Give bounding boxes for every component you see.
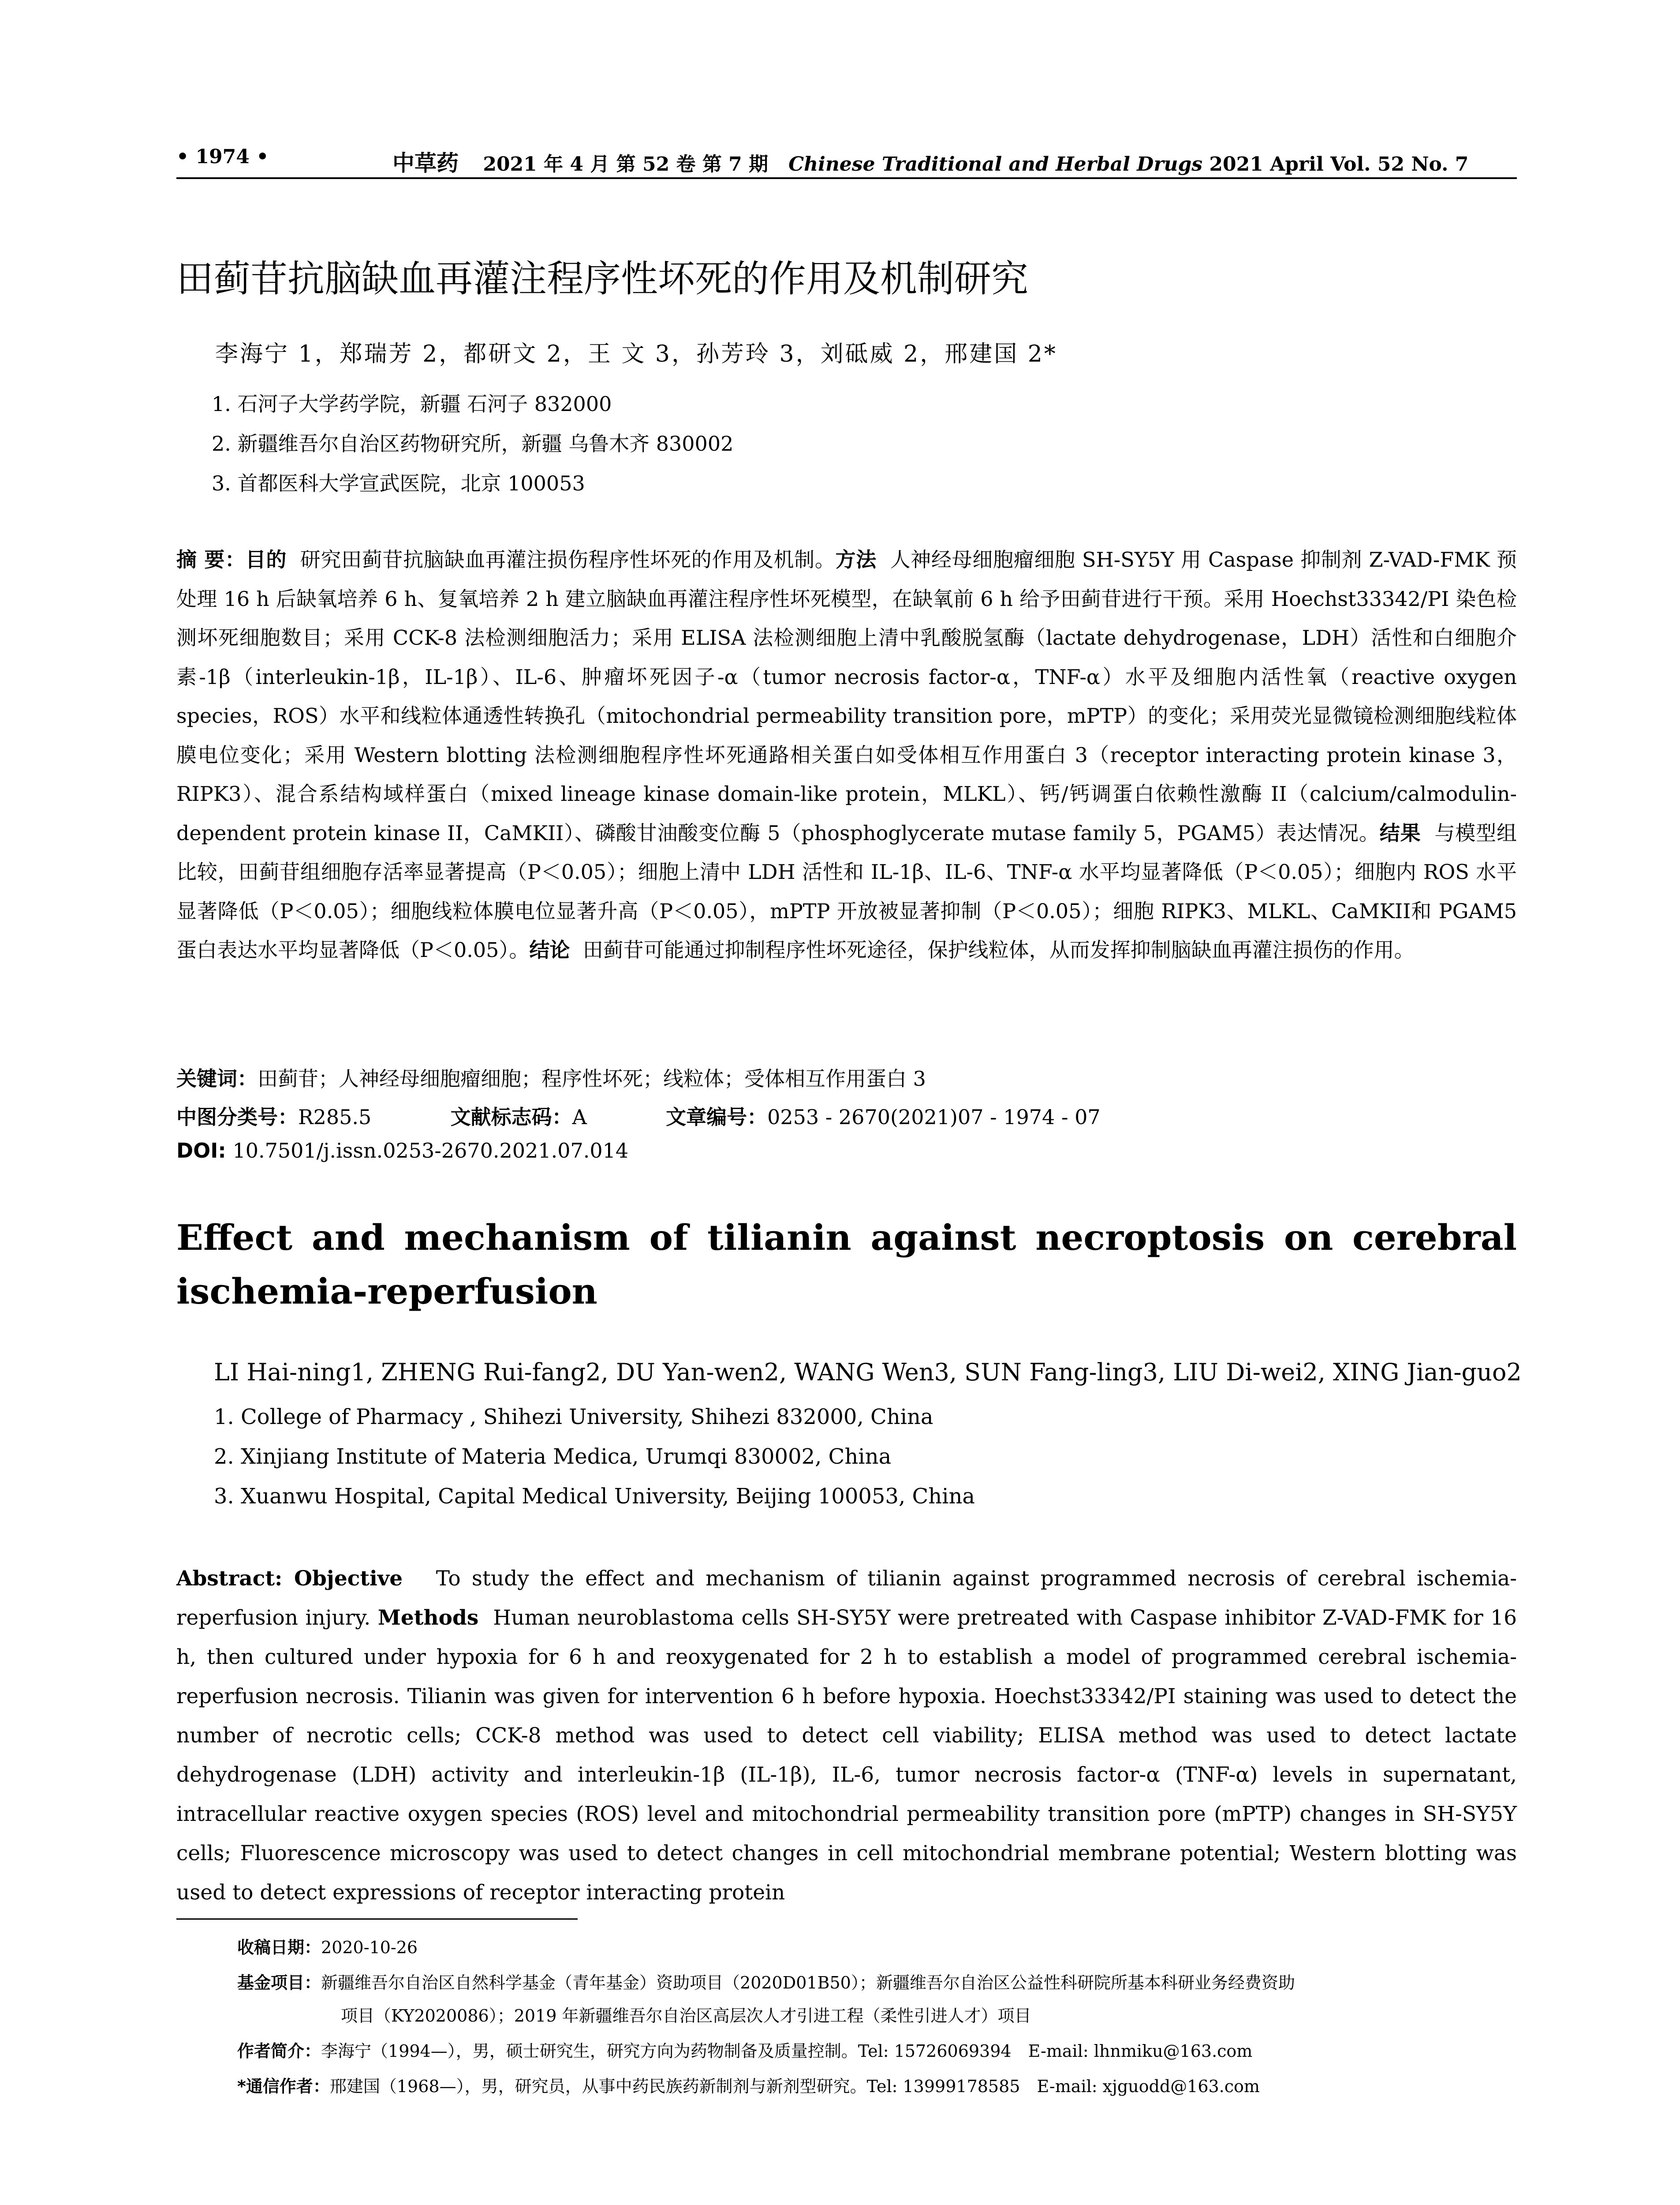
abstract-cn (176, 540, 1517, 970)
footnote-rule (176, 1918, 578, 1920)
methods-en: Human neuroblastoma cells SH-SY5Y were pretreated with Caspase inhibitor Z-VAD-FMK for 16 h, then cultured under hypoxia for 6 h and reoxygenated for 2 h to establish a model of programmed cerebral ischemia-reperfusion necrosis. Tilianin was given for intervention 6 h before hypoxia. Hoechst33342/PI staining was used to detect the number of necrotic cells; CCK-8 method was used to detect cell viability; ELISA method was used to detect lactate dehydrogenase (LDH) activity and interleukin-1β (IL-1β), IL-6, tumor necrosis factor-α (TNF-α) levels in supernatant, intracellular reactive oxygen species (ROS) level and mitochondrial permeability transition pore (mPTP) changes in SH-SY5Y cells; Fluorescence microscopy was used to detect changes in cell mitochondrial membrane potential; Western blotting was used to detect expressions of receptor interacting protein (176, 1606, 1517, 1905)
keywords-label: 关键词： (176, 1067, 258, 1091)
author-bio: 李海宁（1994—），男，硕士研究生，研究方向为药物制备及质量控制。Tel: 15726069394 E-mail: lhnmiku@163.com (321, 2041, 1253, 2061)
footnote-author (237, 2037, 1252, 2062)
abstract-en (176, 1559, 1517, 1912)
issue-cn: 2021 年 4 月 第 52 卷 第 7 期 (483, 153, 769, 176)
page-number: • 1974 • (176, 146, 269, 168)
fund-text-1: 新疆维吾尔自治区自然科学基金（青年基金）资助项目（2020D01B50）；新疆维吾尔自治区公益性科研院所基本科研业务经费资助 (321, 1973, 1295, 1992)
journal-name-cn: 中草药 (392, 150, 459, 176)
abstract-cn-label: 摘 要： (176, 548, 246, 572)
title-en: Effect and mechanism of tilianin against necroptosis on cerebral ischemia-reperfusion (176, 1217, 1517, 1312)
classification-line (176, 1101, 1101, 1130)
methods-cn: 人神经母细胞瘤细胞 SH-SY5Y 用 Caspase 抑制剂 Z-VAD-FMK 预处理 16 h 后缺氧培养 6 h、复氧培养 2 h 建立脑缺血再灌注程序性坏死模型，在缺氧前 6 h 给予田蓟苷进行干预。采用 Hoechst33342/PI 染色检测坏死细胞数目；采用 CCK-8 法检测细胞活力；采用 ELISA 法检测细胞上清中乳酸脱氢酶（lactate dehydrogenase，LDH）活性和白细胞介素-1β（interleukin-1β，IL-1β）、IL-6、肿瘤坏死因子-α（tumor necrosis factor-α，TNF-α）水平及细胞内活性氧（reactive oxygen species，ROS）水平和线粒体通透性转换孔（mitochondrial permeability transition pore，mPTP）的变化；采用荧光显微镜检测细胞线粒体膜电位变化；采用 Western blotting 法检测细胞程序性坏死通路相关蛋白如受体相互作用蛋白 3（receptor interacting protein kinase 3，RIPK3）、混合系结构域样蛋白（mixed lineage kinase domain-like protein，MLKL）、钙/钙调蛋白依赖性激酶 II（calcium/calmodulin-dependent protein kinase II，CaMKII）、磷酸甘油酸变位酶 5（phosphoglycerate mutase family 5，PGAM5）表达情况。 (176, 548, 1517, 845)
doi-line (176, 1139, 628, 1162)
methods-label-en: Methods (377, 1606, 479, 1630)
affiliation-en-1: 1. College of Pharmacy , Shihezi University, Shihezi 832000, China (214, 1405, 933, 1429)
results-cn: 与模型组比较，田蓟苷组细胞存活率显著提高（P＜0.05）；细胞上清中 LDH 活性和 IL-1β、IL-6、TNF-α 水平均显著降低（P＜0.05）；细胞内 ROS 水平显著降低（P＜0.05）；细胞线粒体膜电位显著升高（P＜0.05），mPTP 开放被显著抑制（P＜0.05）；细胞 RIPK3、MLKL、CaMKII和 PGAM5 蛋白表达水平均显著降低（P＜0.05）。 (176, 821, 1517, 962)
author-bio-label: 作者简介： (237, 2041, 321, 2061)
results-label-cn: 结果 (1379, 821, 1421, 845)
doc-code-value: A (572, 1105, 587, 1129)
journal-name-en: Chinese Traditional and Herbal Drugs (788, 153, 1203, 176)
issue-en: 2021 April Vol. 52 No. 7 (1209, 153, 1469, 176)
article-no-value: 0253 - 2670(2021)07 - 1974 - 07 (767, 1105, 1101, 1129)
abstract-en-label: Abstract: Objective (176, 1566, 403, 1591)
methods-label-cn: 方法 (835, 548, 877, 572)
fund-label: 基金项目： (237, 1973, 321, 1992)
affiliation-en-2: 2. Xinjiang Institute of Materia Medica, Urumqi 830002, China (214, 1444, 892, 1469)
affiliation-cn-1: 1. 石河子大学药学院，新疆 石河子 832000 (212, 392, 612, 416)
objective-cn: 研究田蓟苷抗脑缺血再灌注损伤程序性坏死的作用及机制。 (300, 548, 836, 572)
affiliation-cn-2: 2. 新疆维吾尔自治区药物研究所，新疆 乌鲁木齐 830002 (212, 432, 734, 456)
affiliation-en-3: 3. Xuanwu Hospital, Capital Medical University, Beijing 100053, China (214, 1484, 975, 1509)
footnote-received (237, 1934, 418, 1958)
header-center (392, 146, 1468, 177)
corresponding-text: 邢建国（1968—），男，研究员，从事中药民族药新制剂与新剂型研究。Tel: 13999178585 E-mail: xjguodd@163.com (329, 2077, 1260, 2096)
footnote-fund (237, 1969, 1295, 1993)
objective-en: To study the effect and mechanism of tilianin against programmed necrosis of cerebral ischemia-reperfusion injury. (176, 1566, 1517, 1630)
affiliation-cn-3: 3. 首都医科大学宣武医院，北京 100053 (212, 471, 585, 495)
doi-value[interactable]: 10.7501/j.issn.0253-2670.2021.07.014 (232, 1139, 629, 1162)
clc-value: R285.5 (298, 1105, 372, 1129)
keywords-cn (176, 1063, 926, 1092)
conclusion-label-cn: 结论 (529, 938, 570, 962)
clc-label: 中图分类号： (176, 1105, 298, 1129)
title-cn: 田蓟苷抗脑缺血再灌注程序性坏死的作用及机制研究 (176, 257, 1029, 300)
keywords-text: 田蓟苷；人神经母细胞瘤细胞；程序性坏死；线粒体；受体相互作用蛋白 3 (258, 1067, 926, 1091)
objective-label-cn: 目的 (245, 548, 287, 572)
authors-cn: 李海宁 1，郑瑞芳 2，都研文 2，王 文 3，孙芳玲 3，刘砥威 2，邢建国 2* (215, 341, 1057, 367)
header-rule (176, 177, 1517, 179)
corresponding-label: *通信作者： (237, 2077, 330, 2096)
conclusion-cn: 田蓟苷可能通过抑制程序性坏死途径，保护线粒体，从而发挥抑制脑缺血再灌注损伤的作用。 (582, 938, 1415, 962)
article-no-label: 文章编号： (666, 1105, 768, 1129)
authors-en: LI Hai-ning1, ZHENG Rui-fang2, DU Yan-wen2, WANG Wen3, SUN Fang-ling3, LIU Di-wei2, XING Jian-guo2 (214, 1358, 1522, 1386)
received-date: 2020-10-26 (321, 1938, 418, 1957)
fund-text-2: 项目（KY2020086）；2019 年新疆维吾尔自治区高层次人才引进工程（柔性引进人才）项目 (341, 2006, 1031, 2026)
footnote-corresponding (237, 2073, 1260, 2097)
doi-label: DOI: (176, 1139, 226, 1162)
received-label: 收稿日期： (237, 1938, 321, 1957)
doc-code-label: 文献标志码： (450, 1105, 572, 1129)
